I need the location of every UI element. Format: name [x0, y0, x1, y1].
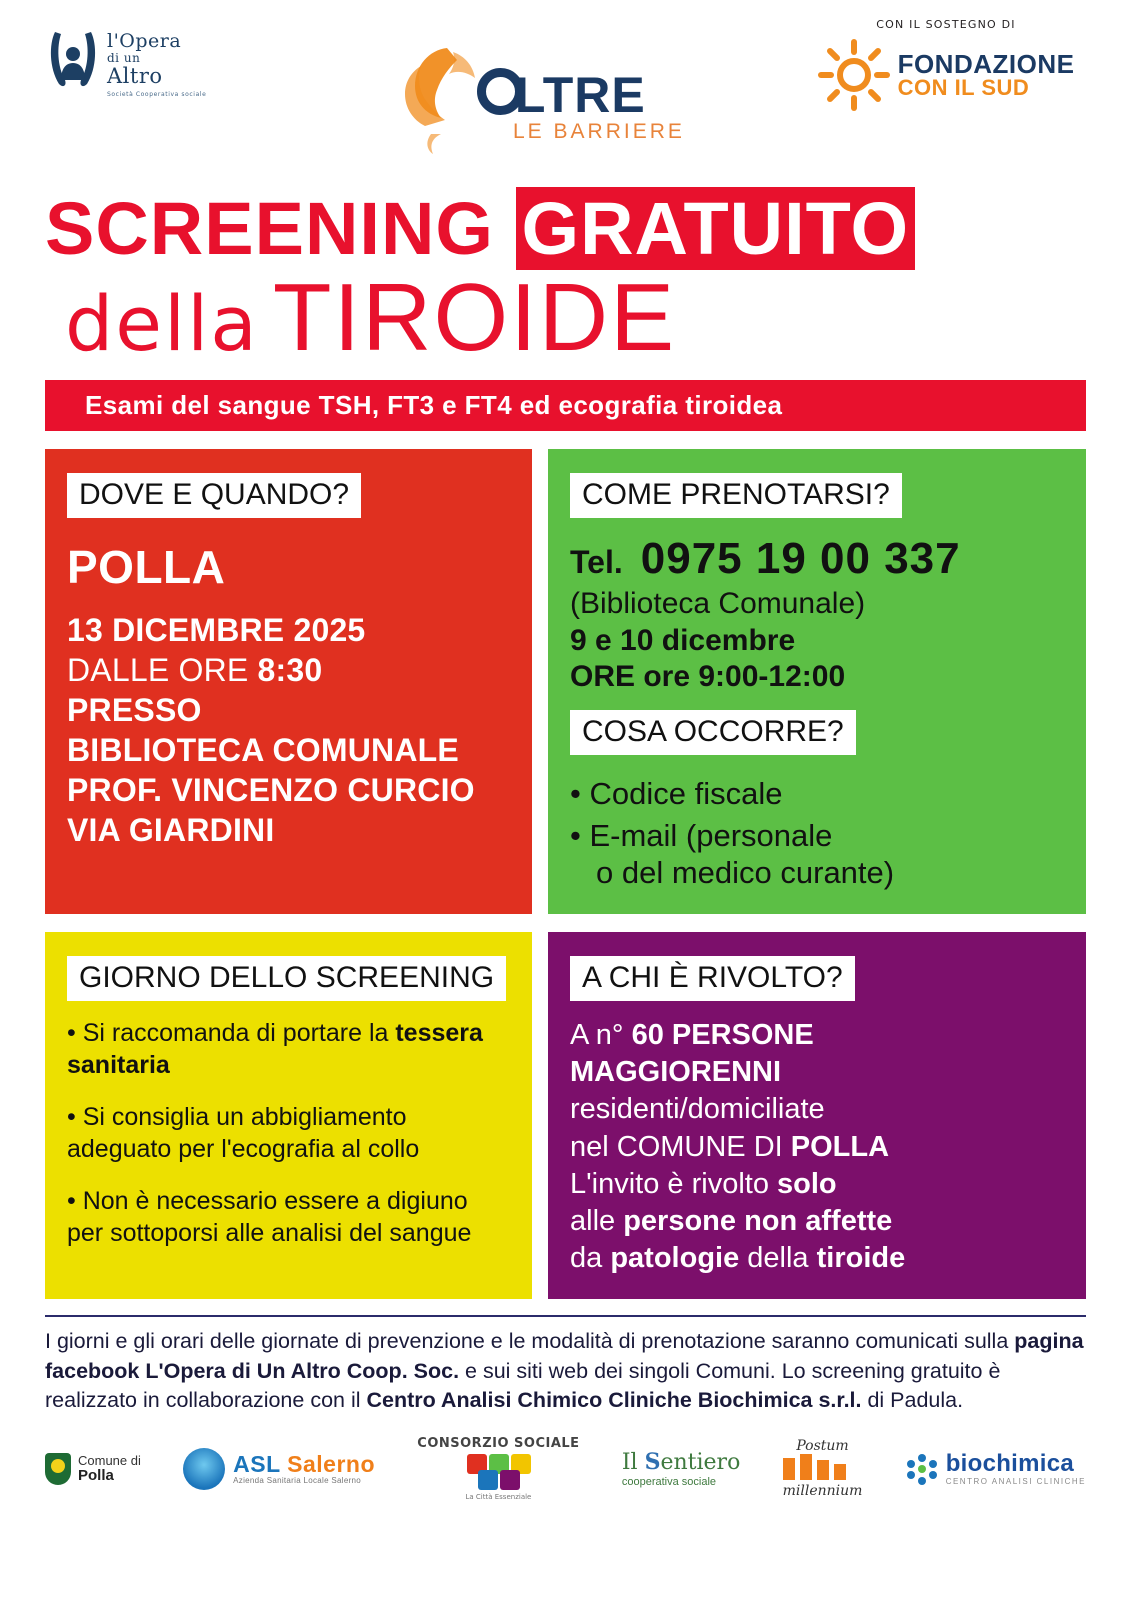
opera-line-3: Altro [107, 63, 163, 88]
screening-day-item-1-b: tessera sanitaria [67, 1019, 483, 1080]
panel-screening-day [45, 932, 532, 1299]
consorzio-line-2: La Città Essenziale [465, 1493, 532, 1502]
opera-line-2: di un [107, 50, 141, 65]
oltre-subtitle: LE BARRIERE [513, 120, 685, 143]
audience-line-4 [570, 1129, 1064, 1166]
panel-booking [548, 449, 1086, 914]
sentiero-line-1-b: S [644, 1449, 661, 1476]
footer-note-b1: pagina facebook L'Opera di Un Altro Coop. Soc. [45, 1328, 1084, 1383]
opera-hands-icon [45, 28, 101, 90]
footer-note [45, 1327, 1086, 1416]
event-time-label: DALLE ORE [67, 652, 258, 688]
sentiero-line-1 [622, 1450, 740, 1475]
asl-circle-icon [183, 1448, 225, 1490]
title-line-2 [45, 264, 1086, 371]
logo-consorzio-sociale [417, 1436, 579, 1501]
comune-crest-icon [45, 1453, 71, 1485]
footer-divider [45, 1315, 1086, 1317]
logo-opera-di-un-altro [45, 28, 225, 98]
audience-line-6-a: alle [570, 1204, 624, 1237]
audience-line-5 [570, 1166, 1064, 1203]
panel-screening-day-heading: GIORNO DELLO SCREENING [67, 956, 506, 1001]
sentiero-line-2: cooperativa sociale [621, 1475, 717, 1488]
screening-day-item-1 [67, 1017, 510, 1081]
title-screening: SCREENING [45, 187, 516, 270]
comune-line-1: Comune di [78, 1452, 141, 1468]
consorzio-line-1: CONSORZIO SOCIALE [417, 1436, 580, 1452]
audience-line-5-b: solo [777, 1167, 837, 1200]
opera-line-4: Società Cooperativa sociale [107, 90, 207, 98]
venue-line-1: BIBLIOTECA COMUNALE [67, 732, 459, 768]
logo-il-sentiero [622, 1450, 740, 1487]
asl-line-1 [233, 1452, 375, 1477]
audience-line-7-b: patologie [610, 1241, 740, 1274]
screening-day-item-1-a: • Si raccomanda di portare la [67, 1019, 396, 1048]
panel-audience [548, 932, 1086, 1299]
logo-fondazione-con-il-sud [821, 18, 1075, 111]
audience-line-6-b: persone non affette [623, 1204, 893, 1237]
opera-line-1: l'Opera [107, 30, 182, 52]
telephone-label: Tel. [570, 544, 623, 580]
asl-line-2: Azienda Sanitaria Locale Salerno [233, 1476, 362, 1486]
footer-note-p2: e sui siti web dei singoli Comuni. Lo screening gratuito è realizzato in collaborazione con il [45, 1358, 1001, 1413]
event-time-value: 8:30 [257, 652, 323, 688]
audience-line-7-d: tiroide [816, 1241, 906, 1274]
audience-line-1-b: 60 PERSONE [631, 1019, 814, 1052]
event-at: PRESSO [67, 692, 202, 728]
title-della: della [65, 279, 259, 368]
sun-icon [818, 39, 890, 111]
panel-audience-heading: A CHI È RIVOLTO? [570, 956, 855, 1001]
audience-line-1 [570, 1017, 1064, 1054]
need-item-2-cont: o del medico curante) [596, 855, 895, 891]
postum-line-1: Postum [796, 1438, 849, 1455]
venue-line-3: VIA GIARDINI [67, 812, 275, 848]
city-name: POLLA [67, 541, 226, 593]
sentiero-line-1-a: Il [621, 1450, 645, 1476]
support-label: CON IL SOSTEGNO DI [876, 18, 1016, 31]
booking-days: 9 e 10 dicembre [570, 623, 796, 657]
audience-line-5-a: L'invito è rivolto [570, 1167, 778, 1200]
subtitle-bar: Esami del sangue TSH, FT3 e FT4 ed ecografia tiroidea [45, 380, 1086, 431]
oltre-wordmark: LTRE [514, 67, 646, 123]
audience-line-7-c: della [739, 1241, 817, 1274]
footer-logos [45, 1430, 1086, 1508]
asl-line-1-a: ASL [233, 1450, 288, 1477]
poster-title [0, 187, 1131, 371]
logo-biochimica [905, 1451, 1086, 1486]
sentiero-line-1-c: entiero [660, 1450, 741, 1476]
footer-note-p3: di Padula. [861, 1388, 964, 1413]
footer-note-p1: I giorni e gli orari delle giornate di prevenzione e le modalità di prenotazione saranno comunicati sulla [45, 1328, 1015, 1353]
audience-line-1-a: A n° [570, 1019, 632, 1052]
title-gratuito: GRATUITO [516, 187, 916, 270]
logo-postum-millennium [783, 1438, 863, 1499]
audience-line-4-a: nel COMUNE DI [570, 1130, 791, 1163]
booking-place: (Biblioteca Comunale) [570, 587, 866, 620]
footer-note-b2: Centro Analisi Chimico Cliniche Biochimica s.r.l. [366, 1388, 862, 1413]
audience-line-3: residenti/domiciliate [570, 1093, 825, 1126]
logo-comune-di-polla [45, 1453, 141, 1485]
event-time [67, 650, 510, 690]
fondazione-line-2: CON IL SUD [897, 75, 1030, 101]
title-tiroide: TIROIDE [272, 264, 677, 371]
logo-asl-salerno [183, 1448, 375, 1490]
audience-line-6 [570, 1203, 1064, 1240]
panel-needs-heading: COSA OCCORRE? [570, 710, 856, 755]
consorzio-squares-icon [463, 1454, 533, 1490]
event-date: 13 DICEMBRE 2025 [67, 612, 366, 648]
audience-line-7-a: da [570, 1241, 611, 1274]
audience-line-7 [570, 1240, 1064, 1277]
header-logos [0, 0, 1131, 190]
comune-line-2: Polla [78, 1466, 114, 1484]
logo-oltre-le-barriere [395, 38, 685, 163]
telephone-row [570, 534, 1064, 584]
fondazione-line-1: FONDAZIONE [897, 48, 1075, 79]
panel-where-when [45, 449, 532, 914]
need-item-1: • Codice fiscale [570, 775, 783, 811]
screening-day-item-2: • Si consiglia un abbigliamento adeguato per l'ecografia al collo [67, 1103, 420, 1164]
asl-line-1-b: Salerno [287, 1450, 376, 1477]
screening-day-item-3: • Non è necessario essere a digiuno per sottoporsi alle analisi del sangue [67, 1187, 472, 1248]
need-item-2: • E-mail (personale [570, 817, 833, 853]
biochimica-line-2: CENTRO ANALISI CLINICHE [945, 1476, 1086, 1486]
telephone-number[interactable]: 0975 19 00 337 [640, 534, 961, 583]
info-panels [45, 449, 1086, 1299]
postum-line-2: millennium [782, 1483, 863, 1500]
audience-line-2: MAGGIORENNI [570, 1056, 782, 1089]
panel-where-when-heading: DOVE E QUANDO? [67, 473, 361, 518]
biochimica-line-1: biochimica [945, 1450, 1075, 1478]
postum-bars-icon [783, 1454, 845, 1480]
biochimica-molecule-icon [905, 1452, 939, 1486]
venue-line-2: PROF. VINCENZO CURCIO [67, 772, 475, 808]
audience-line-4-b: POLLA [790, 1130, 890, 1163]
title-line-1 [45, 187, 1086, 270]
panel-booking-heading: COME PRENOTARSI? [570, 473, 902, 518]
booking-hours: ORE ore 9:00-12:00 [570, 660, 846, 694]
